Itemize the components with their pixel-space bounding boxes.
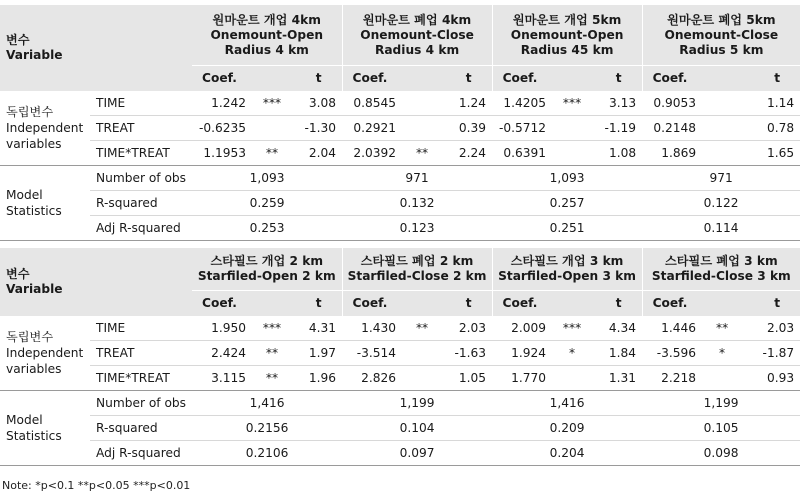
coef-header: Coef. [192, 66, 292, 91]
model-title-en: Starfiled-Close 2 km [347, 269, 487, 283]
significance-stars [702, 366, 742, 391]
coef-value: 2.218 [642, 366, 702, 391]
stat-value: 0.114 [642, 216, 800, 241]
t-value: 1.65 [742, 141, 800, 166]
coef-header: Coef. [342, 291, 442, 316]
t-value: 2.04 [292, 141, 342, 166]
t-value: -1.63 [442, 341, 492, 366]
model-title-en: Radius 4 km [374, 42, 460, 57]
significance-stars [702, 141, 742, 166]
stat-value: 1,416 [549, 396, 585, 410]
group-label-text: 독립변수 [6, 104, 54, 119]
coef-value: 0.9053 [653, 95, 697, 110]
group-label-text: Model [6, 188, 43, 202]
variable-header [0, 248, 90, 316]
significance-note: Note: *p<0.1 **p<0.05 ***p<0.01 [2, 479, 191, 492]
coef-header: Coef. [492, 291, 592, 316]
coef-value: 1.430 [361, 320, 397, 335]
stat-value: 0.105 [642, 416, 800, 441]
stat-value: 0.2106 [192, 441, 342, 466]
table-row [0, 166, 800, 191]
stat-label: Number of obs [96, 396, 186, 410]
stat-value: 971 [709, 171, 733, 185]
table-row [0, 341, 800, 366]
stat-label: Adj R-squared [90, 216, 192, 241]
coef-value: 2.009 [511, 320, 547, 335]
coef-header: Coef. [192, 291, 292, 316]
significance-stars [402, 366, 442, 391]
model-title-en: Onemount-Open [510, 27, 624, 42]
model-title [192, 248, 342, 291]
t-value: 1.08 [592, 141, 642, 166]
t-value: 0.78 [742, 116, 800, 141]
coef-value: 1.242 [211, 95, 246, 110]
model-title-ko: 원마운트 폐업 5km [667, 12, 776, 27]
coef-value: 0.8545 [353, 95, 397, 110]
table-row [0, 391, 800, 416]
model-title-ko: 원마운트 폐업 4km [362, 12, 472, 27]
coef-value: -3.596 [642, 341, 702, 366]
group-label-independent [0, 316, 90, 391]
model-title [342, 248, 492, 291]
row-label: TIME [96, 320, 126, 335]
table-row [0, 141, 800, 166]
t-value: 1.97 [292, 341, 342, 366]
model-title-en: Radius 5 km [679, 42, 764, 57]
model-title-en: Onemount-Close [664, 27, 779, 42]
model-title-ko: 원마운트 개업 5km [512, 12, 622, 27]
stat-value: 0.123 [342, 216, 492, 241]
t-value: -1.30 [292, 116, 342, 141]
coef-value: 2.424 [192, 341, 252, 366]
model-title-ko: 스타필드 폐업 3 km [665, 254, 778, 268]
coef-value: 1.770 [492, 366, 552, 391]
model-title-en: Onemount-Close [360, 27, 474, 42]
model-title-ko: 스타필드 개업 3 km [510, 254, 624, 268]
stat-value: 0.204 [492, 441, 642, 466]
significance-stars: ** [402, 141, 442, 166]
t-value: 4.31 [308, 320, 337, 335]
t-value: 1.31 [592, 366, 642, 391]
significance-stars: ** [252, 141, 292, 166]
t-header: t [742, 66, 800, 91]
group-label-model [0, 166, 90, 241]
table-row [0, 441, 800, 466]
model-title-en: Starfiled-Open 3 km [498, 269, 636, 283]
group-label-text: Statistics [6, 429, 62, 443]
model-title [492, 5, 642, 66]
stat-value: 1,199 [399, 396, 435, 410]
model-title-en: Starfiled-Close 3 km [651, 269, 791, 283]
t-value: 2.03 [766, 320, 795, 335]
t-value: 1.05 [442, 366, 492, 391]
table-row [0, 116, 800, 141]
model-title-ko: 원마운트 개업 4km [212, 12, 321, 27]
t-value: 2.24 [442, 141, 492, 166]
coef-header: Coef. [342, 66, 442, 91]
coef-value: 1.869 [642, 141, 702, 166]
model-title-en: Starfiled-Open 2 km [197, 269, 336, 283]
table-row [0, 191, 800, 216]
model-title [342, 5, 492, 66]
t-header: t [442, 66, 492, 91]
model-title [642, 248, 800, 291]
t-value: 4.34 [608, 320, 637, 335]
stat-label: Number of obs [96, 171, 186, 185]
t-value: 1.14 [766, 95, 795, 110]
coef-value: 1.950 [211, 320, 246, 335]
table-row [0, 416, 800, 441]
t-value: 1.24 [458, 95, 487, 110]
regression-table-onemount [0, 5, 800, 241]
group-label-model [0, 391, 90, 466]
stat-value: 0.251 [492, 216, 642, 241]
significance-stars: ** [252, 366, 292, 391]
table-row [0, 91, 800, 116]
regression-table-starfield [0, 248, 800, 466]
coef-value: 1.446 [661, 320, 697, 335]
t-value: 3.08 [308, 95, 337, 110]
significance-stars [402, 91, 442, 116]
variable-header [0, 5, 90, 91]
variable-header-en: Variable [6, 47, 63, 62]
stat-value: 1,093 [249, 171, 285, 185]
variable-header-en: Variable [6, 281, 63, 296]
significance-stars: ** [715, 320, 729, 335]
significance-stars: * [552, 341, 592, 366]
significance-stars: ** [252, 341, 292, 366]
significance-stars: *** [562, 320, 582, 335]
significance-stars [252, 116, 292, 141]
variable-header-ko: 변수 [6, 266, 30, 281]
coef-header: Coef. [492, 66, 592, 91]
significance-stars [402, 341, 442, 366]
significance-stars [552, 141, 592, 166]
t-header: t [442, 291, 492, 316]
variable-header-ko: 변수 [6, 32, 30, 47]
coef-value: 1.924 [492, 341, 552, 366]
significance-stars: ** [415, 320, 429, 335]
coef-value: 2.826 [342, 366, 402, 391]
group-label-text: variables [6, 136, 62, 151]
coef-value: 2.0392 [342, 141, 402, 166]
coef-value: -0.5712 [492, 116, 552, 141]
significance-stars: *** [562, 95, 582, 110]
significance-stars [702, 116, 742, 141]
stat-label: R-squared [90, 191, 192, 216]
model-title [492, 248, 642, 291]
stat-value: 1,416 [249, 396, 285, 410]
t-header: t [292, 291, 342, 316]
stat-value: 0.132 [342, 191, 492, 216]
stat-value: 0.097 [342, 441, 492, 466]
coef-value: 1.1953 [192, 141, 252, 166]
model-title-ko: 스타필드 개업 2 km [210, 254, 324, 268]
group-label-text: variables [6, 361, 62, 376]
model-title [192, 5, 342, 66]
coef-value: -0.6235 [192, 116, 252, 141]
model-title [642, 5, 800, 66]
group-label-text: Independent [6, 120, 84, 135]
model-title-en: Radius 4 km [224, 42, 309, 57]
group-label-text: Independent [6, 345, 84, 360]
t-header: t [742, 291, 800, 316]
significance-stars: *** [262, 95, 282, 110]
t-value: -1.19 [592, 116, 642, 141]
t-value: 0.93 [742, 366, 800, 391]
stat-value: 971 [405, 171, 429, 185]
table-row [0, 216, 800, 241]
t-value: -1.87 [742, 341, 800, 366]
significance-stars: *** [262, 320, 282, 335]
model-title-en: Radius 45 km [520, 42, 614, 57]
group-label-text: Model [6, 413, 43, 427]
stat-value: 1,199 [703, 396, 739, 410]
stat-value: 0.104 [342, 416, 492, 441]
stat-value: 0.098 [642, 441, 800, 466]
stat-value: 0.2156 [192, 416, 342, 441]
stat-value: 0.253 [192, 216, 342, 241]
t-value: 1.84 [592, 341, 642, 366]
group-label-text: Statistics [6, 204, 62, 218]
coef-header: Coef. [642, 66, 742, 91]
t-header: t [592, 291, 642, 316]
row-label: TREAT [90, 116, 192, 141]
table-row [0, 366, 800, 391]
t-value: 2.03 [458, 320, 487, 335]
significance-stars [552, 366, 592, 391]
row-label: TREAT [90, 341, 192, 366]
model-title-ko: 스타필드 폐업 2 km [360, 254, 474, 268]
significance-stars [702, 91, 742, 116]
stat-value: 0.259 [192, 191, 342, 216]
group-label-text: 독립변수 [6, 329, 54, 344]
group-label-independent [0, 91, 90, 166]
t-header: t [292, 66, 342, 91]
stat-value: 0.209 [492, 416, 642, 441]
coef-value: -3.514 [342, 341, 402, 366]
model-title-en: Onemount-Open [210, 27, 324, 42]
coef-value: 3.115 [192, 366, 252, 391]
stat-value: 1,093 [549, 171, 585, 185]
row-label: TIME*TREAT [90, 366, 192, 391]
stat-label: R-squared [90, 416, 192, 441]
t-header: t [592, 66, 642, 91]
coef-header: Coef. [642, 291, 742, 316]
t-value: 3.13 [608, 95, 637, 110]
coef-value: 0.2148 [642, 116, 702, 141]
t-value: 1.96 [292, 366, 342, 391]
t-value: 0.39 [442, 116, 492, 141]
row-label: TIME [96, 95, 126, 110]
coef-value: 0.2921 [342, 116, 402, 141]
stat-value: 0.122 [642, 191, 800, 216]
coef-value: 0.6391 [492, 141, 552, 166]
stat-label: Adj R-squared [90, 441, 192, 466]
stat-value: 0.257 [492, 191, 642, 216]
significance-stars: * [702, 341, 742, 366]
significance-stars [552, 116, 592, 141]
row-label: TIME*TREAT [90, 141, 192, 166]
table-row [0, 316, 800, 341]
significance-stars [402, 116, 442, 141]
coef-value: 1.4205 [503, 95, 547, 110]
